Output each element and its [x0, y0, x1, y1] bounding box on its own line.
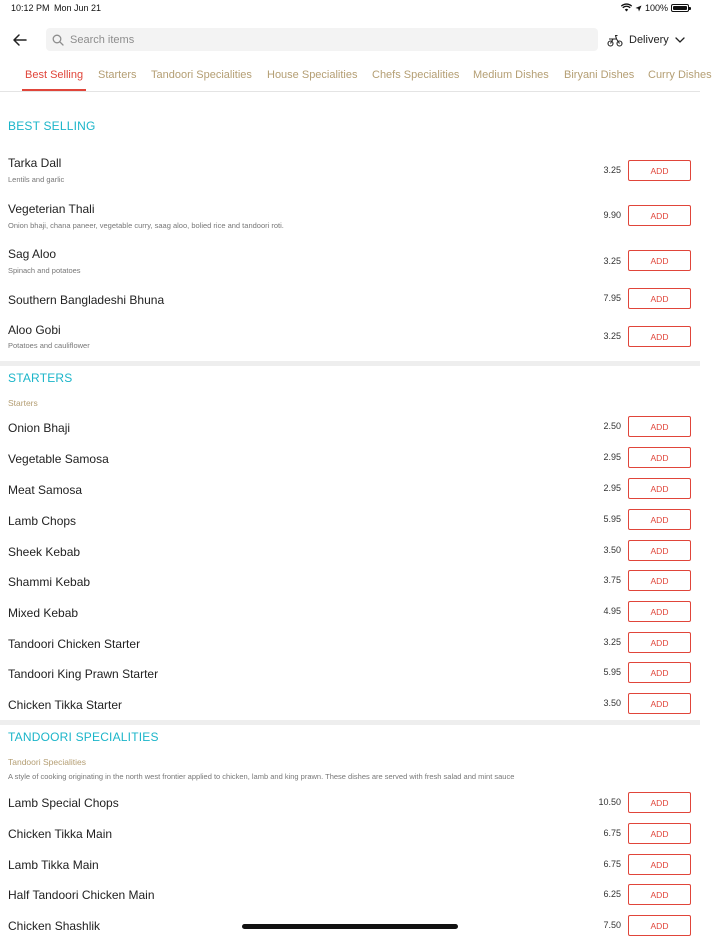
battery-percent: 100%: [644, 3, 668, 13]
item-price: 4.95: [603, 606, 621, 616]
search-input[interactable]: [70, 34, 550, 46]
add-button[interactable]: ADD: [628, 288, 691, 309]
section-divider: [0, 720, 700, 725]
tab-curry-dishes[interactable]: Curry Dishes: [648, 69, 712, 81]
item-name: Chicken Shashlik: [8, 919, 101, 933]
item-price: 2.95: [603, 483, 621, 493]
item-name: Vegeterian Thali: [8, 202, 95, 216]
status-right: [621, 3, 689, 13]
add-button[interactable]: ADD: [628, 416, 691, 437]
top-bar: [0, 28, 700, 52]
item-name: Shammi Kebab: [8, 575, 91, 589]
item-price: 7.95: [603, 293, 621, 303]
item-description: Onion bhaji, chana paneer, vegetable curry, saag aloo, bolied rice and tandoori roti.: [8, 221, 284, 230]
item-price: 3.50: [603, 545, 621, 555]
add-button[interactable]: ADD: [628, 601, 691, 622]
add-button[interactable]: ADD: [628, 205, 691, 226]
add-button[interactable]: ADD: [628, 160, 691, 181]
add-button[interactable]: ADD: [628, 570, 691, 591]
item-name: Half Tandoori Chicken Main: [8, 888, 155, 902]
item-name: Onion Bhaji: [8, 421, 71, 435]
status-bar: [0, 0, 700, 18]
battery-icon: [671, 4, 689, 12]
chevron-down-icon: [675, 37, 685, 43]
location-arrow-icon: [635, 5, 642, 12]
section-subtitle: Starters: [8, 398, 38, 408]
item-name: Meat Samosa: [8, 483, 83, 497]
item-name: Chicken Tikka Main: [8, 827, 113, 841]
item-price: 6.25: [603, 889, 621, 899]
item-price: 2.50: [603, 421, 621, 431]
add-button[interactable]: ADD: [628, 632, 691, 653]
item-price: 9.90: [603, 210, 621, 220]
add-button[interactable]: ADD: [628, 540, 691, 561]
search-icon: [52, 34, 64, 46]
section-title-starters: STARTERS: [8, 371, 73, 385]
add-button[interactable]: ADD: [628, 693, 691, 714]
add-button[interactable]: ADD: [628, 823, 691, 844]
item-price: 3.75: [603, 575, 621, 585]
tab-house-specialities[interactable]: House Specialities: [267, 69, 358, 81]
section-title-best-selling: BEST SELLING: [8, 119, 96, 133]
add-button[interactable]: ADD: [628, 326, 691, 347]
item-name: Mixed Kebab: [8, 606, 79, 620]
item-price: 3.25: [603, 165, 621, 175]
item-price: 6.75: [603, 859, 621, 869]
section-divider: [0, 361, 700, 366]
item-price: 6.75: [603, 828, 621, 838]
add-button[interactable]: ADD: [628, 478, 691, 499]
item-price: 3.25: [603, 331, 621, 341]
item-name: Lamb Special Chops: [8, 796, 119, 810]
tab-best-selling[interactable]: Best Selling: [22, 69, 86, 91]
item-name: Tandoori Chicken Starter: [8, 637, 141, 651]
scooter-icon: [607, 34, 623, 47]
add-button[interactable]: ADD: [628, 854, 691, 875]
add-button[interactable]: ADD: [628, 884, 691, 905]
item-price: 3.25: [603, 256, 621, 266]
back-button[interactable]: [11, 31, 29, 49]
item-name: Sag Aloo: [8, 247, 57, 261]
category-tabs: [0, 64, 712, 92]
add-button[interactable]: ADD: [628, 915, 691, 936]
item-price: 7.50: [603, 920, 621, 930]
add-button[interactable]: ADD: [628, 447, 691, 468]
back-arrow-icon: [13, 34, 27, 46]
item-name: Southern Bangladeshi Bhuna: [8, 293, 165, 307]
search-bar[interactable]: [46, 28, 598, 51]
item-name: Aloo Gobi: [8, 323, 61, 337]
wifi-icon: [621, 4, 632, 12]
item-name: Chicken Tikka Starter: [8, 698, 123, 712]
tab-biryani-dishes[interactable]: Biryani Dishes: [564, 69, 635, 81]
delivery-label: Delivery: [629, 34, 669, 46]
status-date: Mon Jun 21: [54, 3, 102, 13]
tab-starters[interactable]: Starters: [98, 69, 137, 81]
item-description: Spinach and potatoes: [8, 266, 81, 275]
add-button[interactable]: ADD: [628, 792, 691, 813]
item-price: 5.95: [603, 667, 621, 677]
item-name: Vegetable Samosa: [8, 452, 109, 466]
add-button[interactable]: ADD: [628, 250, 691, 271]
status-time: 10:12 PM: [11, 3, 50, 13]
section-title-tandoori-specialities: TANDOORI SPECIALITIES: [8, 730, 159, 744]
item-name: Tarka Dall: [8, 156, 62, 170]
tab-chefs-specialities[interactable]: Chefs Specialities: [372, 69, 460, 81]
item-name: Tandoori King Prawn Starter: [8, 667, 159, 681]
item-name: Lamb Tikka Main: [8, 858, 99, 872]
section-description: A style of cooking originating in the north west frontier applied to chicken, lamb and king prawn. These dishes are served with fresh salad and mint sauce: [8, 772, 515, 781]
item-name: Lamb Chops: [8, 514, 77, 528]
item-price: 5.95: [603, 514, 621, 524]
item-description: Potatoes and cauliflower: [8, 341, 90, 350]
section-subtitle: Tandoori Specialities: [8, 757, 86, 767]
item-price: 2.95: [603, 452, 621, 462]
home-indicator[interactable]: [242, 924, 458, 929]
add-button[interactable]: ADD: [628, 509, 691, 530]
item-price: 3.25: [603, 637, 621, 647]
item-price: 3.50: [603, 698, 621, 708]
delivery-selector[interactable]: [607, 29, 685, 51]
item-price: 10.50: [598, 797, 621, 807]
add-button[interactable]: ADD: [628, 662, 691, 683]
item-name: Sheek Kebab: [8, 545, 81, 559]
tab-tandoori-specialities[interactable]: Tandoori Specialities: [151, 69, 252, 81]
tab-medium-dishes[interactable]: Medium Dishes: [473, 69, 549, 81]
item-description: Lentils and garlic: [8, 175, 65, 184]
